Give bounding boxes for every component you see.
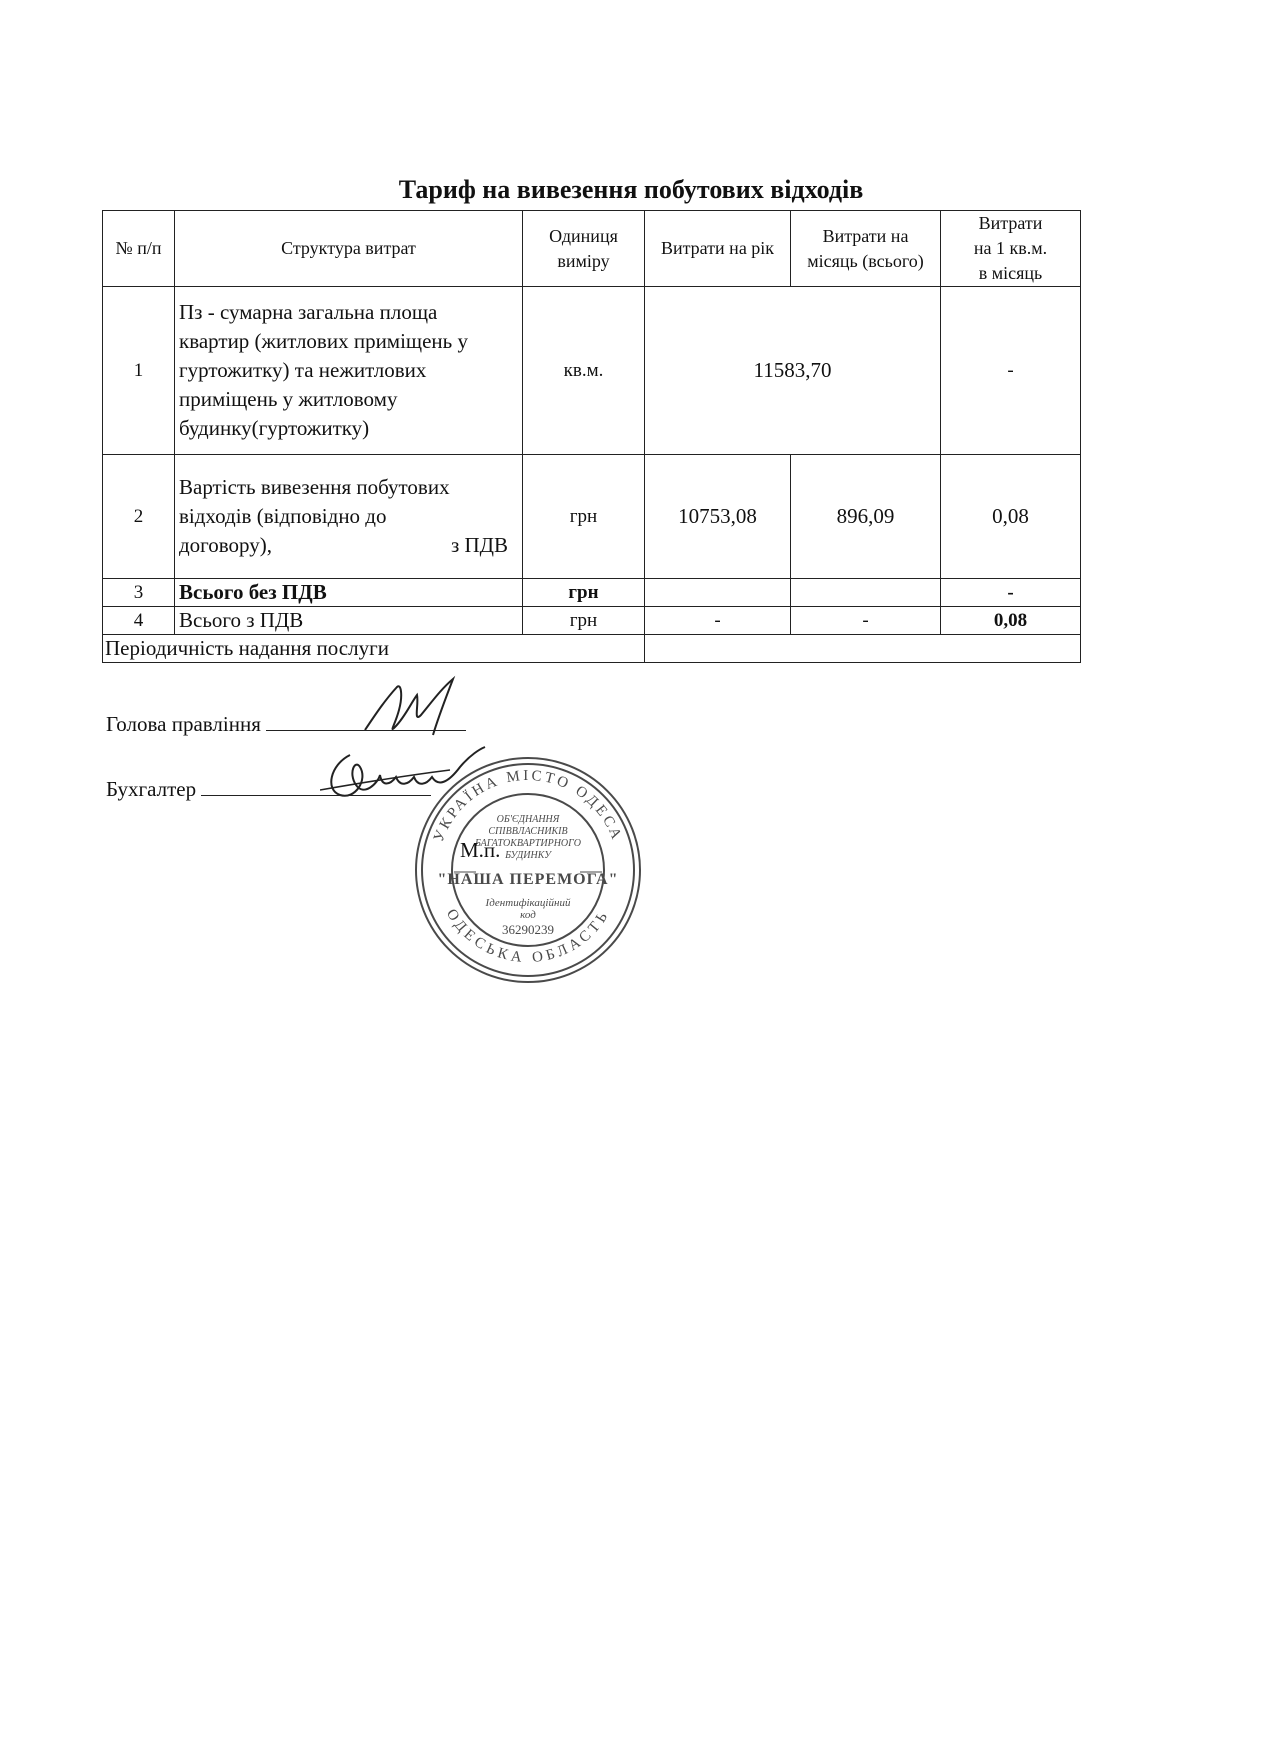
header-per-sqm [941,211,1081,287]
stamp-id-label: Ідентифікаційний [485,897,571,909]
stamp-place-label: М.п. [460,838,501,862]
description-line: будинку(гуртожитку) [179,416,370,440]
header-month-line2: місяць (всього) [807,250,924,271]
row-per-sqm: 0,08 [941,607,1081,635]
accountant-label: Бухгалтер [106,777,197,801]
table-footer-row [103,635,1081,663]
header-unit-line2: виміру [557,250,610,271]
row-month: 896,09 [791,455,941,579]
row-description [175,287,523,455]
description-line: відходів (відповідно до [179,504,387,528]
stamp-id-code: 36290239 [502,922,554,937]
header-year: Витрати на рік [645,211,791,287]
row-per-sqm: - [941,579,1081,607]
tariff-table [102,210,1081,663]
stamp-rings [416,758,640,982]
row-num: 3 [103,579,175,607]
description-line: приміщень у житловому [179,387,398,411]
description-contract: договору), [179,533,273,557]
row-num: 2 [103,455,175,579]
header-sqm-line2: на 1 кв.м. [973,238,1048,258]
row-month [791,579,941,607]
organization-stamp [408,750,648,990]
footer-value [645,635,1081,663]
header-num: № п/п [103,211,175,287]
table-header-row [103,211,1081,287]
row-year: - [645,607,791,635]
header-sqm-line1: Витрати [978,213,1043,233]
description-line: квартир (житлових приміщень у [179,329,468,353]
stamp-inner-line: СПІВВЛАСНИКІВ [488,826,568,837]
row-per-sqm: 0,08 [941,455,1081,579]
description-line: Вартість вивезення побутових [179,475,450,499]
row-description: Всього з ПДВ [175,607,523,635]
row-per-sqm: - [941,287,1081,455]
description-vat: з ПДВ [450,533,508,557]
stamp-inner-line: ОБ'ЄДНАННЯ [496,814,560,825]
row-unit: кв.м. [523,287,645,455]
header-unit-line1: Одиниця [549,225,618,246]
stamp-inner-line: БАГАТОКВАРТИРНОГО [475,838,581,849]
chairman-handwritten-signature [355,675,475,745]
table-row [103,287,1081,455]
row-num: 4 [103,607,175,635]
row-area-value: 11583,70 [645,287,941,455]
header-structure: Структура витрат [175,211,523,287]
table-row [103,607,1081,635]
row-description [175,455,523,579]
row-description: Всього без ПДВ [175,579,523,607]
chairman-label: Голова правління [106,712,261,736]
description-line: Пз - сумарна загальна площа [179,300,438,324]
row-unit: грн [523,455,645,579]
stamp-org-name: "НАША ПЕРЕМОГА" [437,871,619,888]
row-num: 1 [103,287,175,455]
header-sqm-line3: в місяць [978,263,1043,283]
document-title: Тариф на вивезення побутових відходів [398,175,864,204]
row-year [645,579,791,607]
table-row [103,579,1081,607]
row-month: - [791,607,941,635]
header-month-line1: Витрати на [822,225,909,246]
row-unit: грн [523,579,645,607]
header-unit [523,211,645,287]
description-line: гуртожитку) та нежитлових [179,358,427,382]
header-month [791,211,941,287]
stamp-outer-bottom: ОДЕСЬКА ОБЛАСТЬ [442,906,614,967]
stamp-id-label-code: код [520,909,536,921]
row-unit: грн [523,607,645,635]
footer-label: Періодичність надання послуги [103,635,645,663]
stamp-outer-top: УКРАЇНА МІСТО ОДЕСА [430,767,626,845]
table-row [103,455,1081,579]
description-line [179,531,518,560]
row-year: 10753,08 [645,455,791,579]
stamp-inner-line: БУДИНКУ [505,850,551,861]
